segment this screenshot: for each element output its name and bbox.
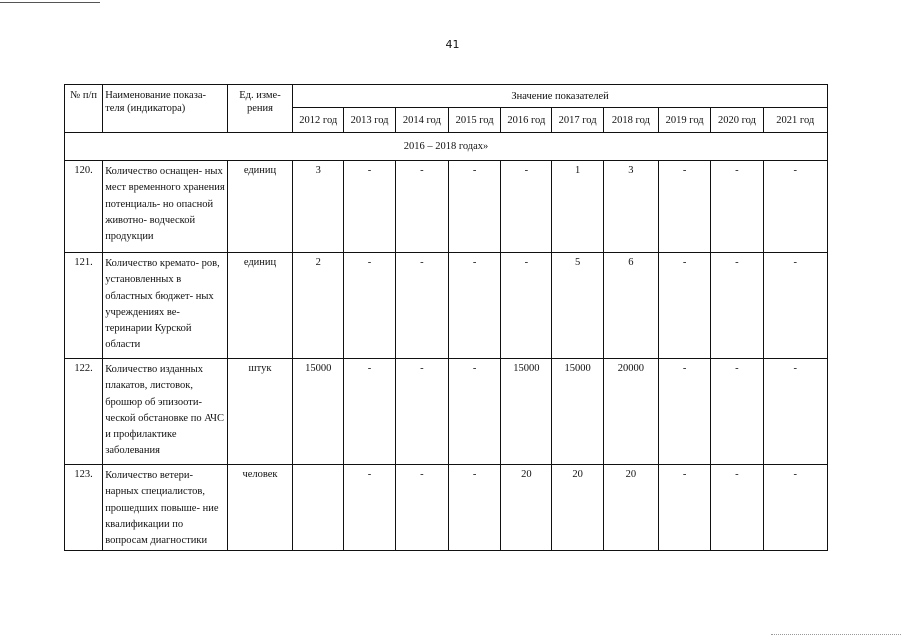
value-cell: 5 (552, 253, 603, 359)
row-number: 120. (65, 161, 103, 253)
value-cell: - (344, 161, 395, 253)
header-year: 2018 год (603, 108, 658, 133)
indicators-table (64, 84, 828, 551)
value-cell: - (448, 161, 500, 253)
value-cell: 3 (293, 161, 344, 253)
table-row (65, 465, 828, 551)
value-cell: - (763, 359, 827, 465)
value-cell: 3 (603, 161, 658, 253)
value-cell: - (711, 253, 763, 359)
value-cell: - (395, 359, 448, 465)
value-cell: - (344, 359, 395, 465)
row-number: 121. (65, 253, 103, 359)
value-cell: - (659, 253, 711, 359)
value-cell: 20000 (603, 359, 658, 465)
value-cell: - (395, 465, 448, 551)
indicator-name: Количество кремато- ров, установленных в областных бюджет- ных учреждениях ве- теринарии Курской области (103, 253, 228, 359)
row-number: 123. (65, 465, 103, 551)
value-cell: - (763, 465, 827, 551)
unit-cell: человек (227, 465, 292, 551)
value-cell: - (448, 359, 500, 465)
value-cell: 6 (603, 253, 658, 359)
value-cell: - (344, 465, 395, 551)
header-values-group: Значение показателей (293, 85, 828, 108)
indicator-name: Количество ветери- нарных специалистов, прошедших повыше- ние квалификации по вопросам диагностики (103, 465, 228, 551)
value-cell: - (501, 253, 552, 359)
value-cell: - (395, 161, 448, 253)
value-cell: - (763, 161, 827, 253)
header-year: 2013 год (344, 108, 395, 133)
header-year: 2016 год (501, 108, 552, 133)
value-cell: - (344, 253, 395, 359)
value-cell: 1 (552, 161, 603, 253)
header-num: № п/п (65, 85, 103, 133)
scan-artifact-line (0, 2, 100, 3)
header-year: 2020 год (711, 108, 763, 133)
value-cell: - (711, 161, 763, 253)
value-cell: 20 (603, 465, 658, 551)
unit-cell: единиц (227, 253, 292, 359)
value-cell: - (395, 253, 448, 359)
header-unit: Ед. изме- рения (227, 85, 292, 133)
header-year: 2014 год (395, 108, 448, 133)
value-cell: 15000 (501, 359, 552, 465)
header-year: 2021 год (763, 108, 827, 133)
header-year: 2012 год (293, 108, 344, 133)
table-row (65, 359, 828, 465)
value-cell: - (501, 161, 552, 253)
value-cell: - (448, 253, 500, 359)
unit-cell: штук (227, 359, 292, 465)
header-year: 2015 год (448, 108, 500, 133)
row-number: 122. (65, 359, 103, 465)
scan-artifact-line-bottom (771, 634, 901, 636)
value-cell: 15000 (293, 359, 344, 465)
section-title: 2016 – 2018 годах» (65, 133, 828, 161)
table-row (65, 253, 828, 359)
table-body (65, 161, 828, 551)
page-number: 41 (445, 38, 460, 51)
value-cell: 20 (501, 465, 552, 551)
table-row (65, 161, 828, 253)
value-cell: - (659, 161, 711, 253)
header-year: 2019 год (659, 108, 711, 133)
value-cell: - (659, 359, 711, 465)
value-cell: - (711, 465, 763, 551)
value-cell: 15000 (552, 359, 603, 465)
value-cell: - (659, 465, 711, 551)
value-cell: - (763, 253, 827, 359)
indicator-name: Количество изданных плакатов, листовок, брошюр об эпизооти- ческой обстановке по АЧС и профилактике заболевания (103, 359, 228, 465)
indicator-name: Количество оснащен- ных мест временного хранения потенциаль- но опасной животно- водческой продукции (103, 161, 228, 253)
unit-cell: единиц (227, 161, 292, 253)
value-cell: - (448, 465, 500, 551)
header-indicator-name: Наименование показа- теля (индикатора) (103, 85, 228, 133)
value-cell: 2 (293, 253, 344, 359)
value-cell: 20 (552, 465, 603, 551)
header-year: 2017 год (552, 108, 603, 133)
value-cell: - (711, 359, 763, 465)
value-cell (293, 465, 344, 551)
